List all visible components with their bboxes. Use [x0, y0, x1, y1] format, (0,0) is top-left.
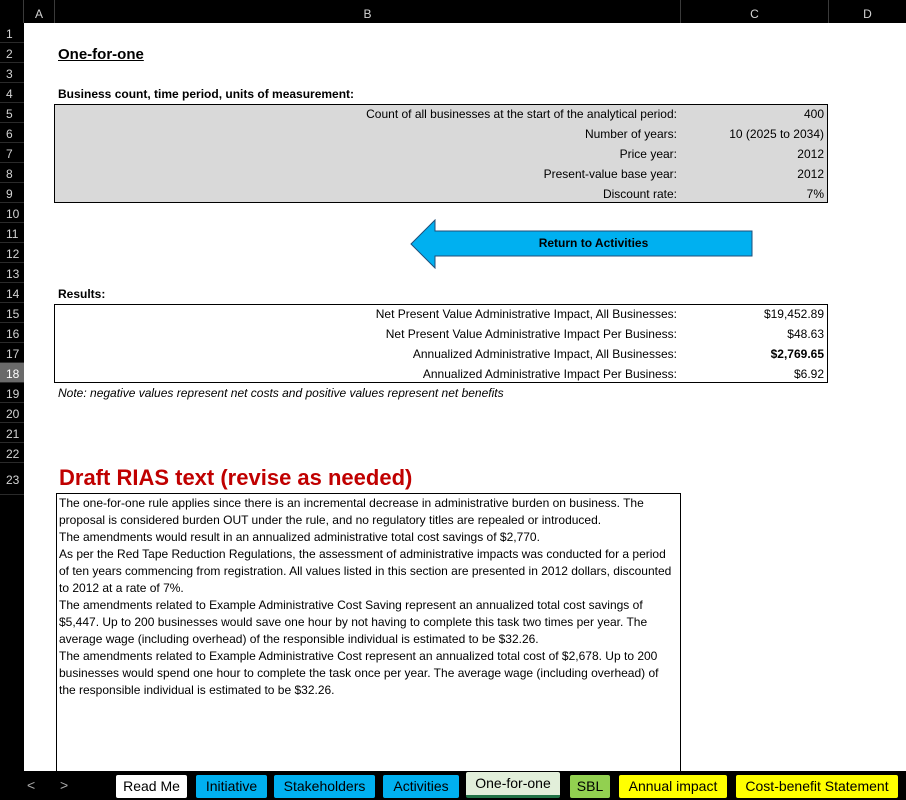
row-header[interactable]: 4: [0, 83, 24, 103]
draft-paragraph: As per the Red Tape Reduction Regulations, the assessment of administrative impacts was conducted for a period of ten years commencing from registration. All values listed in this section are presented in 2012 dollars, discounted to 2012 at a rate of 7%.: [59, 547, 672, 595]
draft-paragraph: The amendments related to Example Administrative Cost represent an annualized total cost of $2,678. Up to 200 businesses would spend one hour to complete the task once per year. The average wage (including overhead) of the responsible individual is estimated to be $32.26.: [59, 649, 659, 697]
row-header[interactable]: 3: [0, 63, 24, 83]
row-header[interactable]: 23: [0, 463, 24, 495]
row-header[interactable]: 12: [0, 243, 24, 263]
row-header[interactable]: 13: [0, 263, 24, 283]
row-header[interactable]: 5: [0, 103, 24, 123]
row-header[interactable]: 22: [0, 443, 24, 463]
param-label: Present-value base year:: [543, 167, 677, 181]
param-label: Count of all businesses at the start of the analytical period:: [366, 107, 677, 121]
param-value[interactable]: 400: [803, 107, 824, 121]
row-header[interactable]: 18: [0, 363, 24, 383]
column-header-bar: [0, 0, 906, 23]
return-to-activities-button[interactable]: [410, 219, 754, 269]
tab-initiative[interactable]: Initiative: [196, 775, 267, 798]
tab-one-for-one[interactable]: One-for-one: [466, 772, 560, 798]
result-value[interactable]: $6.92: [793, 367, 824, 381]
results-note: Note: negative values represent net costs and positive values represent net benefits: [58, 386, 504, 400]
row-header[interactable]: 8: [0, 163, 24, 183]
result-label: Annualized Administrative Impact, All Businesses:: [412, 347, 677, 361]
row-header[interactable]: 17: [0, 343, 24, 363]
row-header[interactable]: 9: [0, 183, 24, 203]
param-value[interactable]: 2012: [797, 167, 824, 181]
draft-paragraph: The one-for-one rule applies since there is an incremental decrease in administrative burden on business. The proposal is considered burden OUT under the rule, and no regulatory titles are repealed or introduced.: [59, 496, 644, 527]
row-header[interactable]: 6: [0, 123, 24, 143]
row-header[interactable]: 14: [0, 283, 24, 303]
result-value[interactable]: $48.63: [787, 327, 824, 341]
tab-scroll-prev-icon[interactable]: <: [27, 777, 36, 793]
row-header[interactable]: 19: [0, 383, 24, 403]
return-button-label: Return to Activities: [538, 236, 649, 250]
draft-rias-heading: Draft RIAS text (revise as needed): [59, 465, 413, 490]
tab-sbl[interactable]: SBL: [570, 775, 610, 798]
row-header-bar: [0, 23, 24, 771]
param-value[interactable]: 10 (2025 to 2034): [729, 127, 824, 141]
column-header-a[interactable]: A: [24, 0, 55, 23]
tab-cost-benefit-statement[interactable]: Cost-benefit Statement: [736, 775, 898, 798]
draft-rias-textbox[interactable]: [56, 493, 681, 778]
results-box: [54, 304, 828, 383]
result-value[interactable]: $2,769.65: [770, 347, 824, 361]
row-header[interactable]: 16: [0, 323, 24, 343]
tab-activities[interactable]: Activities: [383, 775, 459, 798]
param-label: Number of years:: [584, 127, 677, 141]
select-all-corner[interactable]: [0, 0, 24, 23]
tab-stakeholders[interactable]: Stakeholders: [274, 775, 375, 798]
sheet-content: [24, 23, 906, 771]
result-value[interactable]: $19,452.89: [763, 307, 824, 321]
param-value[interactable]: 2012: [797, 147, 824, 161]
result-label: Net Present Value Administrative Impact, All Businesses:: [375, 307, 677, 321]
row-header[interactable]: 11: [0, 223, 24, 243]
tab-annual-impact[interactable]: Annual impact: [619, 775, 727, 798]
row-header[interactable]: 15: [0, 303, 24, 323]
section-results-heading: Results:: [58, 287, 106, 301]
row-header[interactable]: 20: [0, 403, 24, 423]
result-label: Net Present Value Administrative Impact Per Business:: [385, 327, 677, 341]
column-header-d[interactable]: D: [863, 7, 872, 21]
sheet-tab-bar: [0, 771, 906, 800]
column-header-c[interactable]: C: [681, 0, 829, 23]
row-header[interactable]: 10: [0, 203, 24, 223]
row-header[interactable]: 2: [0, 43, 24, 63]
tab-scroll-next-icon[interactable]: >: [60, 777, 69, 793]
section-business-heading: Business count, time period, units of measurement:: [58, 87, 355, 101]
param-value[interactable]: 7%: [806, 187, 824, 201]
column-header-b[interactable]: B: [55, 0, 681, 23]
param-label: Price year:: [619, 147, 677, 161]
result-label: Annualized Administrative Impact Per Business:: [422, 367, 677, 381]
row-header[interactable]: 21: [0, 423, 24, 443]
param-label: Discount rate:: [602, 187, 677, 201]
draft-paragraph: The amendments would result in an annualized administrative total cost savings of $2,770.: [59, 530, 540, 544]
page-title: One-for-one: [58, 46, 144, 63]
tab-read-me[interactable]: Read Me: [116, 775, 187, 798]
row-header[interactable]: 1: [0, 23, 24, 43]
row-header[interactable]: 7: [0, 143, 24, 163]
business-params-box: [54, 104, 828, 203]
draft-paragraph: The amendments related to Example Administrative Cost Saving represent an annualized total cost savings of $5,447. Up to 200 businesses would save one hour by not having to complete this task two times per year. The average wage (including overhead) of the responsible individual is estimated to be $32.26.: [59, 598, 648, 646]
